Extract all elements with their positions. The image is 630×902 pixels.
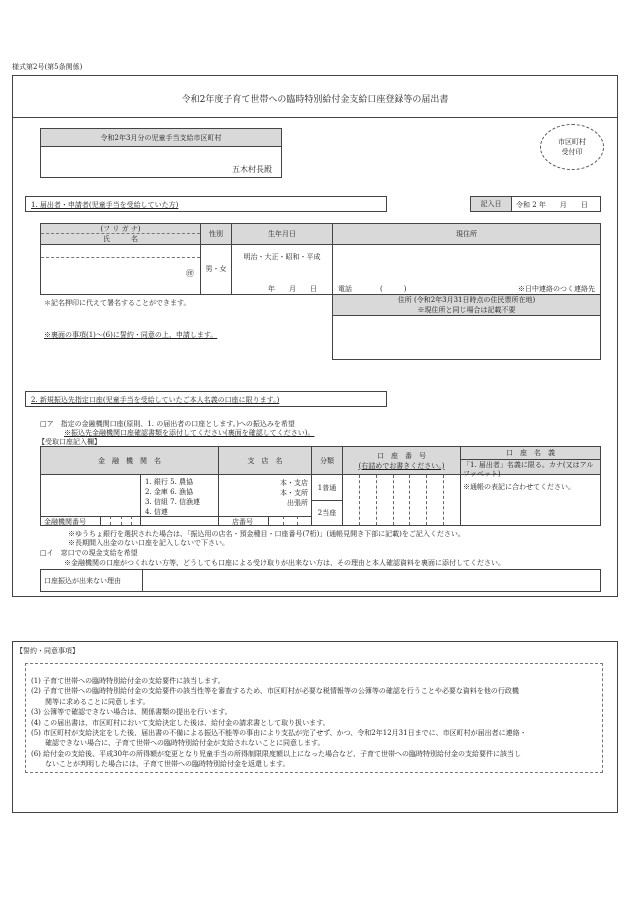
form-title: 令和2年度子育て世帯への臨時特別給付金支給口座登録等の届出書 [181, 94, 449, 105]
branch-code-input[interactable] [268, 516, 312, 525]
era-option[interactable]: 明治・大正・昭和・平成 [243, 253, 321, 261]
birth-ymd[interactable]: 年 月 日 [268, 285, 317, 293]
phone-input[interactable]: ( ) [380, 285, 407, 293]
account-type-current[interactable]: 2当座 [317, 509, 337, 517]
bank-code-input[interactable] [100, 516, 141, 525]
option-b[interactable]: □イ 窓口での現金支給を希望 [40, 549, 138, 557]
reception-stamp: 市区町村 受付印 [540, 124, 604, 170]
birth-label: 生年月日 [268, 230, 296, 238]
col-type: 分類 [320, 456, 334, 465]
longterm-note: ※長期間入出金のない口座を記入しないで下さい。 [68, 539, 229, 547]
branch-types[interactable]: 本・支店 本・支所 出張所 [280, 479, 308, 507]
addressee: 五木村長殿 [232, 165, 272, 174]
pledge-list [31, 676, 601, 770]
pledge-item: 関等に求めることに同意します。 [31, 697, 150, 706]
col-bank: 金 融 機 関 名 [98, 456, 161, 465]
section1-heading: 1. 届出者・申請者(児童手当を受給していた方) [25, 196, 387, 212]
sign-note: ＊記名押印に代えて署名することができます。 [44, 299, 191, 307]
date-field[interactable]: 令和 2 年 月 日 [511, 196, 601, 212]
section2-heading: 2. 新規振込先指定口座(児童手当を受給していたご本人名義の口座に限ります。) [25, 391, 387, 407]
account-number-input[interactable] [343, 475, 460, 525]
contact-note: ※日中連絡のつく連絡先 [518, 285, 595, 293]
address-label: 現住所 [456, 230, 477, 238]
table-title: 【受取口座記入欄】 [38, 438, 101, 446]
prev-address-note: ※現住所と同じ場合は記載不要 [417, 306, 516, 314]
branch-code-label: 店番号 [232, 518, 253, 526]
pledge-item: (5) 市区町村が支給決定をした後、届出書の不備による振込不能等の事由により支払が完了せず、かつ、令和2年12月31日までに、市区町村が届出者に連絡・ [31, 729, 527, 738]
sex-label: 性別 [209, 230, 223, 238]
col-holder: 口 座 名 義 [461, 447, 600, 460]
pledge-item: (1) 子育て世帯への臨時特別給付金の支給要件に該当します。 [31, 677, 225, 685]
prev-address-title: 住所 (令和2年3月31日時点の住民票所在地) [397, 296, 536, 304]
yucho-note: ※ゆうちょ銀行を選択された場合は、「振込用の店名・預金種目・口座番号(7桁)」(通帳見開き下部に記載)をご記入ください。 [68, 530, 465, 538]
pledge-title: 【誓約・同意事項】 [16, 647, 79, 655]
option-a-note: ※振込先金融機関口座確認書類を添付してください(裏面を確認してください)。 [64, 429, 315, 437]
pledge-item: (3) 公簿等で確認できない場合は、関係書類の提出を行います。 [31, 708, 232, 717]
holder-note1: 「1. 届出者」名義に限る。カナ(又はアルファベット) [463, 461, 594, 478]
form-number: 様式第2号(第5条関係) [12, 63, 83, 71]
col-account-no: 口 座 番 号 [377, 451, 426, 460]
bank-name-input[interactable] [41, 475, 140, 515]
phone-label: 電話 [338, 285, 352, 293]
municipality-header: 令和2年3月分の児童手当支給市区町村 [41, 129, 281, 147]
pledge-item: 確認できない場合に、子育て世帯への臨時特別給付金が支給されないことに同意します。 [31, 739, 325, 748]
pledge-item: (4) この届出書は、市区町村において支給決定した後は、給付金の請求書として取り扱います。 [31, 718, 330, 727]
reason-input[interactable] [144, 570, 600, 591]
name-label: 氏 名 [103, 234, 138, 243]
reason-label: 口座振込が出来ない理由 [41, 570, 143, 591]
col-branch: 支 店 名 [247, 456, 283, 465]
furigana-input[interactable] [41, 245, 200, 257]
consent-line: ※裏面の事項(1)～(6)に誓約・同意の上、申請します。 [44, 331, 218, 339]
sex-option[interactable]: 男・女 [205, 265, 227, 273]
prev-address-input[interactable] [333, 316, 600, 359]
pledge-item: ないことが判明した場合には、子育て世帯への臨時特別給付金を返還します。 [31, 760, 290, 769]
bank-types[interactable]: 1. 銀行 5. 農協 2. 金庫 6. 漁協 3. 信組 7. 信漁連 4. 信連 [145, 478, 201, 516]
name-input[interactable] [41, 258, 189, 294]
col-account-no-sub: (右詰めでお書きください。) [358, 461, 445, 470]
seal-icon: ㊞ [186, 269, 194, 278]
pledge-item: (2) 子育て世帯への臨時特別給付金の支給要件の該当性等を審査するため、市区町村が必要な税情報等の公簿等の確認を行うことや必要な資料を他の行政機 [31, 687, 519, 696]
account-type-ordinary[interactable]: 1普通 [317, 484, 337, 492]
option-b-note: ※金融機関の口座がつくれない方等、どうしても口座による受け取りが出来ない方は、その理由と本人確認資料を裏面に添付してください。 [64, 559, 505, 567]
pledge-item: (6) 給付金の支給後、平成30年の所得額が変更となり児童手当の所得制限限度額以上になった場合など、子育て世帯への臨時特別給付金の支給要件に該当し [31, 749, 522, 758]
date-label: 記入日 [470, 196, 512, 212]
holder-note2: ※通帳の表記に合わせてください。 [463, 483, 575, 491]
holder-input[interactable] [461, 492, 600, 525]
option-a[interactable]: □ア 指定の金融機関口座(原則、1. の届出者の口座とします。)への振込みを希望 [40, 420, 295, 428]
furigana-label: (フ リ ガ ナ) [100, 224, 141, 233]
bank-code-label: 金融機関番号 [44, 518, 86, 526]
